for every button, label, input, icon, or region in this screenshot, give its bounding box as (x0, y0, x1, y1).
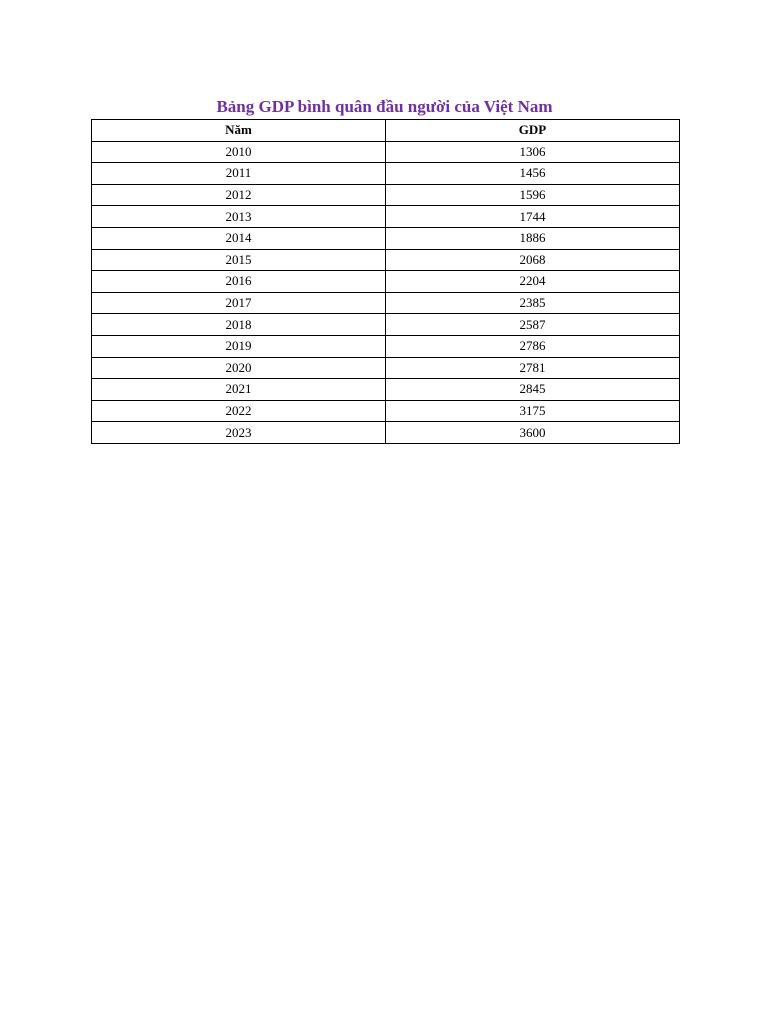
table-row (92, 400, 680, 422)
gdp-cell: 2845 (386, 379, 680, 401)
gdp-cell: 2385 (386, 292, 680, 314)
gdp-cell: 1306 (386, 141, 680, 163)
table-row (92, 379, 680, 401)
table-row (92, 141, 680, 163)
gdp-cell: 1456 (386, 163, 680, 185)
column-header-year: Năm (92, 120, 386, 142)
gdp-cell: 3175 (386, 400, 680, 422)
year-cell: 2019 (92, 335, 386, 357)
gdp-cell: 2204 (386, 271, 680, 293)
gdp-table (91, 119, 680, 444)
table-row (92, 271, 680, 293)
gdp-cell: 3600 (386, 422, 680, 444)
table-row (92, 314, 680, 336)
gdp-cell: 1886 (386, 227, 680, 249)
year-cell: 2012 (92, 184, 386, 206)
gdp-cell: 2068 (386, 249, 680, 271)
year-cell: 2010 (92, 141, 386, 163)
year-cell: 2020 (92, 357, 386, 379)
table-row (92, 292, 680, 314)
column-header-gdp: GDP (386, 120, 680, 142)
table-row (92, 184, 680, 206)
year-cell: 2022 (92, 400, 386, 422)
table-row (92, 422, 680, 444)
gdp-cell: 2781 (386, 357, 680, 379)
table-title: Bảng GDP bình quân đầu người của Việt Nam (216, 97, 553, 116)
year-cell: 2016 (92, 271, 386, 293)
table-header-row (92, 120, 680, 142)
table-row (92, 206, 680, 228)
table-row (92, 357, 680, 379)
table-row (92, 249, 680, 271)
year-cell: 2023 (92, 422, 386, 444)
year-cell: 2017 (92, 292, 386, 314)
gdp-cell: 1744 (386, 206, 680, 228)
year-cell: 2014 (92, 227, 386, 249)
table-row (92, 227, 680, 249)
gdp-cell: 2587 (386, 314, 680, 336)
table-row (92, 163, 680, 185)
year-cell: 2015 (92, 249, 386, 271)
year-cell: 2021 (92, 379, 386, 401)
gdp-cell: 1596 (386, 184, 680, 206)
year-cell: 2018 (92, 314, 386, 336)
table-row (92, 335, 680, 357)
gdp-cell: 2786 (386, 335, 680, 357)
year-cell: 2013 (92, 206, 386, 228)
year-cell: 2011 (92, 163, 386, 185)
